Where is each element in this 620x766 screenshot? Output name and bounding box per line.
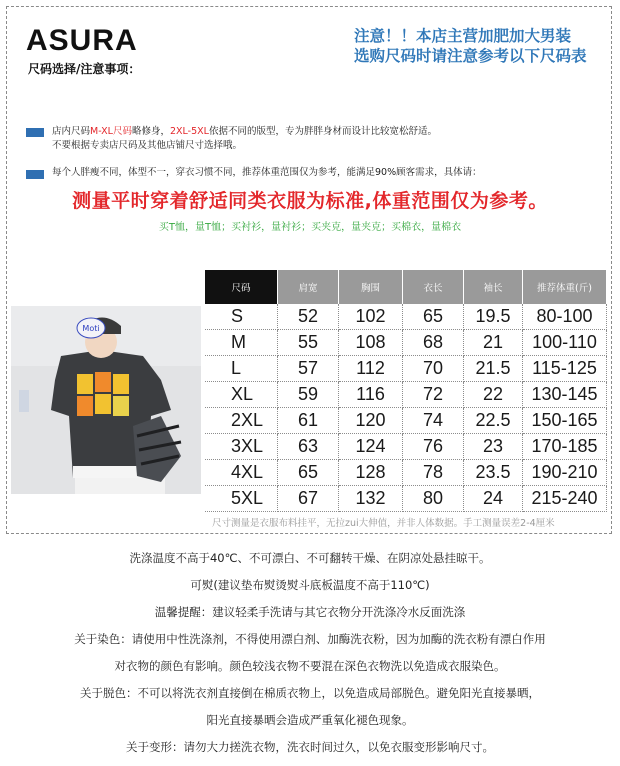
sleeve-cell: 23.5: [464, 460, 523, 486]
sleeve-cell: 23: [464, 434, 523, 460]
table-row: [205, 382, 607, 408]
shoulder-cell: 63: [278, 434, 339, 460]
notice-line-2: 选购尺码时请注意参考以下尺码表: [354, 47, 587, 65]
notice-line-1: 注意！！本店主营加肥加大男装: [354, 27, 572, 45]
product-photo-illustration: [11, 306, 201, 494]
brand-logo: ASURA: [26, 24, 138, 57]
shoulder-cell: 61: [278, 408, 339, 434]
length-cell: 72: [403, 382, 464, 408]
sleeve-cell: 21: [464, 330, 523, 356]
shoulder-cell: 52: [278, 304, 339, 330]
size-cell: M: [205, 330, 278, 356]
length-cell: 78: [403, 460, 464, 486]
shoulder-cell: 57: [278, 356, 339, 382]
bullet-marker-2: [26, 170, 44, 179]
weight-cell: 150-165: [523, 408, 607, 434]
photo-badge-text: Moti: [82, 324, 100, 333]
chest-cell: 116: [339, 382, 403, 408]
chest-cell: 102: [339, 304, 403, 330]
care-line-7: 阳光直接暴晒会造成严重氧化褪色现象。: [206, 713, 414, 727]
measure-headline: 测量平时穿着舒适同类衣服为标准,体重范围仅为参考。: [72, 190, 548, 212]
note-text-e: 依据不同的版型，专为胖胖身材而设计比较宽松舒适。: [208, 126, 437, 137]
shoulder-cell: 55: [278, 330, 339, 356]
chest-cell: 128: [339, 460, 403, 486]
size-chart-header-row: [205, 270, 607, 304]
care-line-4: 关于染色：请使用中性洗涤剂，不得使用漂白剂、加酶洗衣粉，因为加酶的洗衣粉有漂白作用: [74, 632, 546, 646]
chest-cell: 132: [339, 486, 403, 512]
table-row: [205, 330, 607, 356]
header-chest: 胸围: [339, 270, 403, 304]
measurement-note: 尺寸测量是衣服布料挂平，无拉zui大伸值，并非人体数据。手工测量误差2-4厘米: [212, 518, 555, 529]
weight-note: 每个人胖瘦不同，体型不一，穿衣习惯不同，推荐体重范围仅为参考，能满足90%顾客需求，具体请：: [52, 167, 482, 178]
sizing-note-line-1: [52, 125, 437, 139]
length-cell: 76: [403, 434, 464, 460]
note-size-range-small: M-XL尺码: [90, 126, 132, 137]
header-sleeve: 袖长: [464, 270, 523, 304]
table-row: [205, 408, 607, 434]
sleeve-cell: 22: [464, 382, 523, 408]
table-row: [205, 434, 607, 460]
weight-cell: 190-210: [523, 460, 607, 486]
sizing-note-line-2: 不要根据专卖店尺码及其他店铺尺寸选择哦。: [52, 140, 243, 151]
table-row: [205, 304, 607, 330]
shoulder-cell: 59: [278, 382, 339, 408]
size-cell: 3XL: [205, 434, 278, 460]
size-cell: 4XL: [205, 460, 278, 486]
size-cell: S: [205, 304, 278, 330]
weight-cell: 215-240: [523, 486, 607, 512]
bullet-marker-1: [26, 128, 44, 137]
length-cell: 70: [403, 356, 464, 382]
weight-cell: 100-110: [523, 330, 607, 356]
size-cell: L: [205, 356, 278, 382]
weight-cell: 115-125: [523, 356, 607, 382]
chest-cell: 112: [339, 356, 403, 382]
header-length: 衣长: [403, 270, 464, 304]
shoulder-cell: 67: [278, 486, 339, 512]
sleeve-cell: 19.5: [464, 304, 523, 330]
weight-cell: 170-185: [523, 434, 607, 460]
sizing-note: [52, 125, 437, 153]
length-cell: 74: [403, 408, 464, 434]
length-cell: 65: [403, 304, 464, 330]
weight-cell: 130-145: [523, 382, 607, 408]
care-line-5: 对衣物的颜色有影响。颜色较浅衣物不要混在深色衣物洗以免造成衣服染色。: [114, 659, 506, 673]
sleeve-cell: 24: [464, 486, 523, 512]
measure-tip: 买T恤，量T恤；买衬衫，量衬衫；买夹克，量夹克；买棉衣，量棉衣: [158, 222, 462, 233]
care-line-1: 洗涤温度不高于40℃、不可漂白、不可翻转干燥、在阴凉处悬挂晾干。: [129, 551, 491, 565]
care-line-2: 可熨(建议垫布熨烫熨斗底板温度不高于110℃): [190, 578, 430, 592]
table-row: [205, 356, 607, 382]
size-cell: 5XL: [205, 486, 278, 512]
size-chart-table: [205, 270, 607, 512]
note-text-a: 店内尺码: [52, 126, 91, 137]
chest-cell: 120: [339, 408, 403, 434]
weight-cell: 80-100: [523, 304, 607, 330]
chest-cell: 108: [339, 330, 403, 356]
section-subtitle: 尺码选择/注意事项：: [28, 62, 141, 76]
header-shoulder: 肩宽: [278, 270, 339, 304]
care-line-6: 关于脱色：不可以将洗衣剂直接倒在棉质衣物上，以免造成局部脱色。避免阳光直接暴晒，: [80, 686, 540, 700]
size-cell: 2XL: [205, 408, 278, 434]
size-cell: XL: [205, 382, 278, 408]
header-weight: 推荐体重(斤): [523, 270, 607, 304]
sleeve-cell: 22.5: [464, 408, 523, 434]
sleeve-cell: 21.5: [464, 356, 523, 382]
product-photo: [11, 306, 201, 494]
length-cell: 68: [403, 330, 464, 356]
notice-banner: [354, 26, 587, 66]
header-size: 尺码: [205, 270, 278, 304]
table-row: [205, 460, 607, 486]
length-cell: 80: [403, 486, 464, 512]
shoulder-cell: 65: [278, 460, 339, 486]
care-line-3: 温馨提醒：建议轻柔手洗请与其它衣物分开洗涤冷水反面洗涤: [154, 605, 466, 619]
note-text-c: 略修身，: [131, 126, 170, 137]
table-row: [205, 486, 607, 512]
care-line-8: 关于变形：请勿大力搓洗衣物，洗衣时间过久，以免衣服变形影响尺寸。: [126, 740, 494, 754]
note-size-range-large: 2XL-5XL: [169, 126, 209, 137]
chest-cell: 124: [339, 434, 403, 460]
